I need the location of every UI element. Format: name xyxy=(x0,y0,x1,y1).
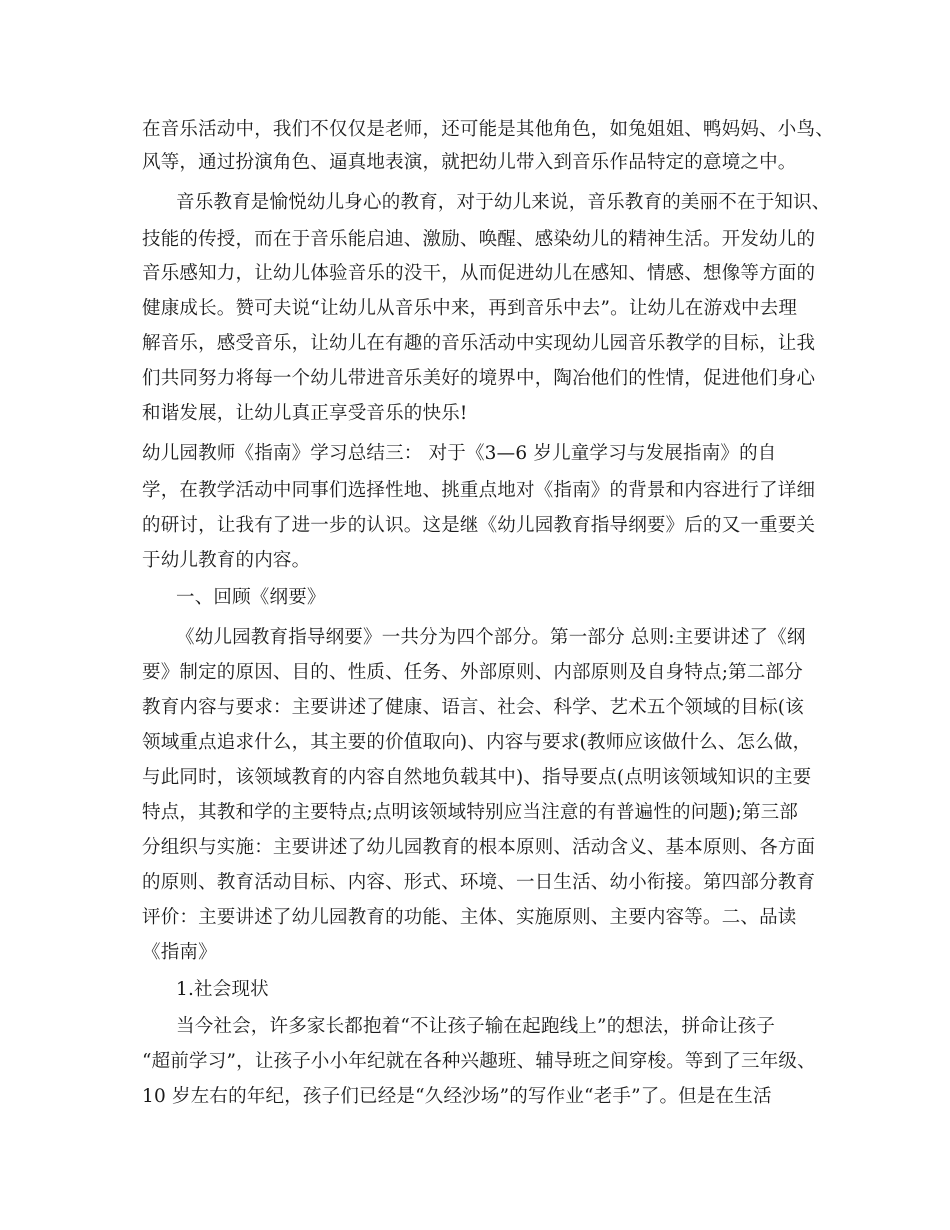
text-line: 在音乐活动中，我们不仅仅是老师，还可能是其他角色，如兔姐姐、鸭妈妈、小鸟、 xyxy=(142,119,834,140)
text-line: 音乐教育是愉悦幼儿身心的教育，对于幼儿来说，音乐教育的美丽不在于知识、 xyxy=(176,192,831,213)
text-line: 《幼儿园教育指导纲要》一共分为四个部分。第一部分 总则:主要讲述了《纲 xyxy=(176,627,806,648)
text-line: 教育内容与要求：主要讲述了健康、语言、社会、科学、艺术五个领域的目标(该 xyxy=(142,697,804,718)
text-line: 技能的传授，而在于音乐能启迪、激励、唤醒、感染幼儿的精神生活。开发幼儿的 xyxy=(142,229,816,250)
text-line: 解音乐，感受音乐，让幼儿在有趣的音乐活动中实现幼儿园音乐教学的目标，让我 xyxy=(142,333,816,354)
text-line: 要》制定的原因、目的、性质、任务、外部原则、内部原则及自身特点;第二部分 xyxy=(142,662,803,683)
subheading: 一、回顾《纲要》 xyxy=(176,587,326,608)
text-line: 们共同努力将每一个幼儿带进音乐美好的境界中，陶冶他们的性情，促进他们身心 xyxy=(142,368,816,389)
section-heading: 幼儿园教师《指南》学习总结三： 对于《3—6 岁儿童学习与发展指南》的自 xyxy=(142,443,777,464)
text-line: 健康成长。赞可夫说“让幼儿从音乐中来，再到音乐中去”。让幼儿在游戏中去理 xyxy=(142,298,798,319)
text-line: 《指南》 xyxy=(142,942,217,963)
subheading: 1.社会现状 xyxy=(176,979,269,1000)
text-line: 于幼儿教育的内容。 xyxy=(142,550,311,571)
text-line: 与此同时，该领域教育的内容自然地负载其中)、指导要点(点明该领域知识的主要 xyxy=(142,767,812,788)
text-line: 学，在教学活动中同事们选择性地、挑重点地对《指南》的背景和内容进行了详细 xyxy=(142,480,816,501)
text-line: 当今社会，许多家长都抱着“不让孩子输在起跑线上”的想法，拼命让孩子 xyxy=(176,1016,776,1037)
text-line: 的研讨，让我有了进一步的认识。这是继《幼儿园教育指导纲要》后的又一重要关 xyxy=(142,515,816,536)
text-line: “超前学习”，让孩子小小年纪就在各种兴趣班、辅导班之间穿梭。等到了三年级、 xyxy=(142,1051,816,1072)
text-line: 特点，其教和学的主要特点;点明该领域特别应当注意的有普遍性的问题);第三部 xyxy=(142,802,799,823)
text-line: 风等，通过扮演角色、逼真地表演，就把幼儿带入到音乐作品特定的意境之中。 xyxy=(142,152,797,173)
text-line: 10 岁左右的年纪，孩子们已经是“久经沙场”的写作业“老手”了。但是在生活 xyxy=(142,1086,772,1107)
text-line: 领域重点追求什么，其主要的价值取向)、内容与要求(教师应该做什么、怎么做， xyxy=(142,732,812,753)
text-line: 的原则、教育活动目标、内容、形式、环境、一日生活、幼小衔接。第四部分教育 xyxy=(142,872,816,893)
text-line: 分组织与实施：主要讲述了幼儿园教育的根本原则、活动含义、基本原则、各方面 xyxy=(142,837,816,858)
text-line: 音乐感知力，让幼儿体验音乐的没干，从而促进幼儿在感知、情感、想像等方面的 xyxy=(142,263,816,284)
text-line: 和谐发展，让幼儿真正享受音乐的快乐! xyxy=(142,403,468,424)
text-line: 评价：主要讲述了幼儿园教育的功能、主体、实施原则、主要内容等。二、品读 xyxy=(142,907,797,928)
